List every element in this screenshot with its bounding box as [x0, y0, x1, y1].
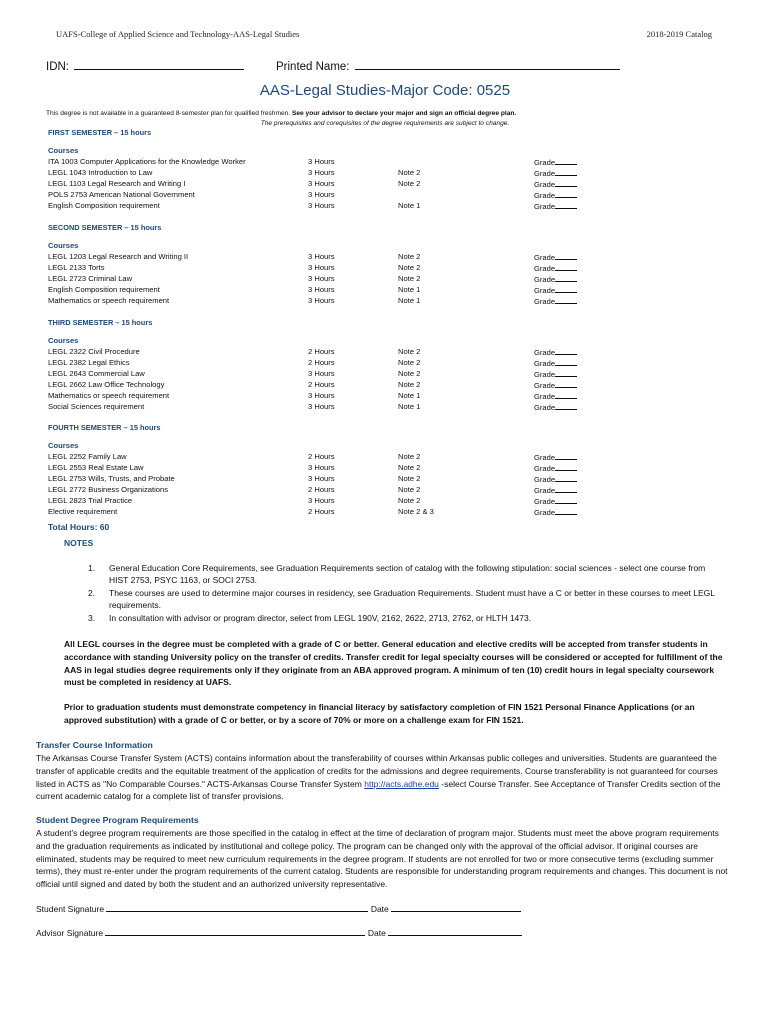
course-note: Note 2 — [398, 474, 421, 483]
grade-field[interactable] — [534, 506, 577, 518]
course-name: LEGL 2723 Criminal Law — [48, 274, 133, 283]
advisor-date-line[interactable] — [388, 926, 522, 936]
page-title: AAS-Legal Studies-Major Code: 0525 — [259, 82, 511, 99]
intro-line-1 — [46, 110, 516, 117]
course-hours: 2 Hours — [308, 347, 335, 356]
grade-line — [555, 178, 577, 187]
note-number: 3. — [88, 612, 96, 623]
note-number: 2. — [88, 587, 96, 598]
course-row — [48, 178, 608, 189]
course-note: Note 1 — [398, 285, 421, 294]
course-note: Note 2 — [398, 496, 421, 505]
course-row — [48, 167, 608, 178]
semester-1-courses — [48, 145, 608, 211]
grade-label: Grade — [534, 403, 556, 412]
grade-line — [555, 379, 577, 388]
grade-label: Grade — [534, 191, 556, 200]
transfer-paragraph — [36, 752, 734, 803]
course-row — [48, 295, 608, 306]
grade-label: Grade — [534, 359, 556, 368]
note-number: 1. — [88, 563, 96, 573]
course-name: Mathematics or speech requirement — [48, 391, 170, 400]
grade-label: Grade — [534, 348, 556, 357]
course-hours: 2 Hours — [308, 452, 335, 461]
course-note: Note 2 & 3 — [398, 507, 434, 516]
course-note: Note 2 — [398, 274, 421, 283]
course-hours: 3 Hours — [308, 463, 335, 472]
intro-text-b: See your advisor to declare your major and sign an official degree plan. — [291, 110, 517, 117]
semester-3-courses — [48, 335, 608, 412]
grade-label: Grade — [534, 275, 556, 284]
course-hours: 3 Hours — [308, 252, 335, 261]
advisor-signature-label: Advisor Signature — [36, 928, 104, 938]
notes-list — [88, 562, 718, 624]
advisor-signature-line[interactable] — [105, 926, 365, 936]
course-name: LEGL 2823 Trial Practice — [48, 496, 133, 505]
grade-label: Grade — [534, 297, 556, 306]
course-name: Social Sciences requirement — [48, 402, 145, 411]
grade-policy-paragraph: All LEGL courses in the degree must be completed with a grade of C or better. General education and elective credits will be accepted from transfer students in accordance with standing University policy on the transfer of credits. Transfer credit for legal specialty courses will be considered or accepted for fulfillment of the AAS in legal studies degree requirements only if they originate from an ABA approved program. A minimum of ten (10) credit hours in legal specialty coursework must be completed in residency at UAFS. — [64, 639, 723, 688]
grade-label: Grade — [534, 264, 556, 273]
note-item — [88, 587, 718, 612]
grade-line — [555, 506, 577, 515]
grade-line — [555, 368, 577, 377]
grade-line — [555, 273, 577, 282]
grade-label: Grade — [534, 508, 556, 517]
course-row — [48, 368, 608, 379]
intro-line-2: The prerequisites and corequisites of the degree requirements are subject to change. — [260, 120, 510, 127]
course-hours: 3 Hours — [308, 285, 335, 294]
grade-line — [555, 156, 577, 165]
course-name: LEGL 2322 Civil Procedure — [48, 347, 140, 356]
course-row — [48, 379, 608, 390]
student-signature-row — [36, 902, 521, 914]
course-hours: 3 Hours — [308, 179, 335, 188]
grade-line — [555, 357, 577, 366]
advisor-signature-row — [36, 926, 522, 938]
grade-label: Grade — [534, 253, 556, 262]
printed-name-label: Printed Name: — [276, 61, 350, 73]
semester-2-title: SECOND SEMESTER – 15 hours — [48, 223, 162, 232]
course-name: POLS 2753 American National Government — [48, 190, 195, 199]
printed-name-input-line[interactable] — [355, 58, 620, 70]
semester-3-title: THIRD SEMESTER – 15 hours — [48, 318, 153, 327]
note-item — [88, 562, 718, 587]
courses-label: Courses — [48, 441, 79, 450]
course-row — [48, 357, 608, 368]
notes-heading: NOTES — [64, 538, 94, 548]
course-note: Note 2 — [398, 252, 421, 261]
course-hours: 2 Hours — [308, 358, 335, 367]
course-hours: 3 Hours — [308, 474, 335, 483]
grade-line — [555, 462, 577, 471]
course-name: LEGL 2772 Business Organizations — [48, 485, 169, 494]
course-row — [48, 200, 608, 211]
grade-label: Grade — [534, 381, 556, 390]
grade-label: Grade — [534, 464, 556, 473]
grade-field[interactable] — [534, 401, 577, 413]
student-date-line[interactable] — [391, 902, 521, 912]
grade-label: Grade — [534, 202, 556, 211]
grade-line — [555, 189, 577, 198]
grade-line — [555, 484, 577, 493]
grade-label: Grade — [534, 453, 556, 462]
id-input-line[interactable] — [74, 58, 244, 70]
course-note: Note 2 — [398, 179, 421, 188]
grade-label: Grade — [534, 497, 556, 506]
grade-line — [555, 167, 577, 176]
grade-line — [555, 401, 577, 410]
course-hours: 3 Hours — [308, 274, 335, 283]
course-row — [48, 506, 608, 517]
course-note: Note 2 — [398, 452, 421, 461]
course-row — [48, 495, 608, 506]
course-hours: 2 Hours — [308, 380, 335, 389]
grade-line — [555, 390, 577, 399]
course-row — [48, 346, 608, 357]
course-note: Note 1 — [398, 296, 421, 305]
course-row — [48, 401, 608, 412]
course-name: LEGL 2753 Wills, Trusts, and Probate — [48, 474, 175, 483]
course-name: English Composition requirement — [48, 201, 160, 210]
course-row — [48, 273, 608, 284]
intro-text-a: This degree is not available in a guaranteed 8-semester plan for qualified freshmen. — [46, 110, 291, 117]
course-name: LEGL 2643 Commercial Law — [48, 369, 145, 378]
transfer-text-after: -select Course Transfer. See Acceptance of Transfer Credits section of the current academic catalog for a complete list of transfer provisions. — [36, 778, 721, 802]
student-signature-line[interactable] — [106, 902, 368, 912]
course-hours: 2 Hours — [308, 485, 335, 494]
grade-line — [555, 346, 577, 355]
course-name: LEGL 1203 Legal Research and Writing II — [48, 252, 189, 261]
course-row — [48, 484, 608, 495]
grade-line — [555, 473, 577, 482]
grade-label: Grade — [534, 486, 556, 495]
total-hours: Total Hours: 60 — [48, 522, 110, 532]
course-hours: 3 Hours — [308, 296, 335, 305]
grade-line — [555, 284, 577, 293]
courses-label: Courses — [48, 146, 79, 155]
requirements-paragraph: A student’s degree program requirements are those specified in the catalog in effect at the time of declaration of program major. Students must meet the above program requirements and the graduation requirements as indicated by institutional and college policy. The program can be changed only with the approval of the official advisor. If original courses are eliminated, students may be required to meet new curriculum requirements in the degree program. If students are not enrolled for two or more consecutive terms (excluding summer terms), they must re-enter under the program requirements of the current catalog. Students are responsible for understanding program requirements and changes. This document is not official until signed and dated by both the student and an authorized university representative. — [36, 828, 728, 890]
grade-label: Grade — [534, 158, 556, 167]
grade-field[interactable] — [534, 295, 577, 307]
course-hours: 3 Hours — [308, 391, 335, 400]
course-row — [48, 473, 608, 484]
grade-label: Grade — [534, 370, 556, 379]
course-name: Elective requirement — [48, 507, 118, 516]
course-note: Note 2 — [398, 369, 421, 378]
course-hours: 3 Hours — [308, 190, 335, 199]
course-name: LEGL 2662 Law Office Technology — [48, 380, 165, 389]
grade-line — [555, 495, 577, 504]
course-row — [48, 462, 608, 473]
course-note: Note 1 — [398, 402, 421, 411]
course-hours: 3 Hours — [308, 157, 335, 166]
semester-1-title: FIRST SEMESTER – 15 hours — [48, 128, 152, 137]
course-row — [48, 262, 608, 273]
courses-label: Courses — [48, 241, 79, 250]
grade-field[interactable] — [534, 200, 577, 212]
semester-2-courses — [48, 240, 608, 306]
student-date-label: Date — [370, 904, 389, 914]
grade-label: Grade — [534, 475, 556, 484]
note-text: General Education Core Requirements, see Graduation Requirements section of catalog with the following stipulation: social sciences - select one course from HIST 2753, PSYC 1163, or SOCI 2753. — [109, 563, 706, 586]
course-note: Note 1 — [398, 391, 421, 400]
course-row — [48, 284, 608, 295]
transfer-heading: Transfer Course Information — [36, 740, 153, 750]
course-row — [48, 251, 608, 262]
course-hours: 2 Hours — [308, 507, 335, 516]
course-hours: 3 Hours — [308, 263, 335, 272]
financial-literacy-paragraph: Prior to graduation students must demonstrate competency in financial literacy by satisfactory completion of FIN 1521 Personal Finance Applications (or an approved substitution) with a grade of C or better, or by a score of 70% or more on a challenge exam for FIN 1521. — [64, 702, 695, 725]
course-note: Note 2 — [398, 263, 421, 272]
grade-line — [555, 200, 577, 209]
course-name: English Composition requirement — [48, 285, 160, 294]
catalog-header-right: 2018-2019 Catalog — [646, 29, 712, 39]
acts-link[interactable]: http://acts.adhe.edu — [364, 778, 439, 789]
course-name: ITA 1003 Computer Applications for the Knowledge Worker — [48, 157, 246, 166]
grade-label: Grade — [534, 286, 556, 295]
course-hours: 3 Hours — [308, 369, 335, 378]
transfer-text-before: The Arkansas Course Transfer System (ACTS) contains information about the transferability of courses within Arkansas public colleges and universities. Students are guaranteed the transfer of applicable credits and the equitable treatment of the application of credits for the admissions and degree requirements. Course transferability is not guaranteed for courses listed in ACTS as "No Comparable Courses." ACTS-Arkansas Course Transfer System — [36, 753, 718, 789]
grade-label: Grade — [534, 392, 556, 401]
course-row — [48, 156, 608, 167]
grade-label: Grade — [534, 169, 556, 178]
grade-line — [555, 262, 577, 271]
catalog-header-left: UAFS-College of Applied Science and Technology-AAS-Legal Studies — [56, 29, 300, 39]
course-hours: 3 Hours — [308, 201, 335, 210]
grade-label: Grade — [534, 180, 556, 189]
course-name: LEGL 2252 Family Law — [48, 452, 127, 461]
course-name: LEGL 1043 Introduction to Law — [48, 168, 153, 177]
student-signature-label: Student Signature — [36, 904, 105, 914]
id-label: IDN: — [46, 61, 69, 73]
course-note: Note 1 — [398, 201, 421, 210]
course-note: Note 2 — [398, 380, 421, 389]
course-note: Note 2 — [398, 463, 421, 472]
semester-4-title: FOURTH SEMESTER – 15 hours — [48, 423, 161, 432]
course-hours: 3 Hours — [308, 496, 335, 505]
course-name: LEGL 2382 Legal Ethics — [48, 358, 130, 367]
note-item — [88, 612, 718, 624]
grade-line — [555, 451, 577, 460]
note-text: These courses are used to determine major courses in residency, see Graduation Requirements. Student must have a C or better in these courses to meet LEGL requirements. — [109, 587, 715, 611]
requirements-heading: Student Degree Program Requirements — [36, 815, 199, 825]
grade-line — [555, 295, 577, 304]
course-row — [48, 390, 608, 401]
advisor-date-label: Date — [367, 928, 386, 938]
course-hours: 3 Hours — [308, 168, 335, 177]
course-name: LEGL 2553 Real Estate Law — [48, 463, 144, 472]
course-note: Note 2 — [398, 358, 421, 367]
printed-name-row — [276, 58, 620, 73]
course-hours: 3 Hours — [308, 402, 335, 411]
course-row — [48, 189, 608, 200]
grade-line — [555, 251, 577, 260]
course-name: LEGL 1103 Legal Research and Writing I — [48, 179, 186, 188]
course-name: Mathematics or speech requirement — [48, 296, 170, 305]
course-note: Note 2 — [398, 347, 421, 356]
note-text: In consultation with advisor or program director, select from LEGL 190V, 2162, 2622, 2713, 2762, or HLTH 1473. — [109, 612, 532, 623]
id-field-row — [46, 58, 244, 73]
course-note: Note 2 — [398, 168, 421, 177]
course-name: LEGL 2133 Torts — [48, 263, 105, 272]
semester-4-courses — [48, 440, 608, 517]
course-row — [48, 451, 608, 462]
courses-label: Courses — [48, 336, 79, 345]
course-note: Note 2 — [398, 485, 421, 494]
